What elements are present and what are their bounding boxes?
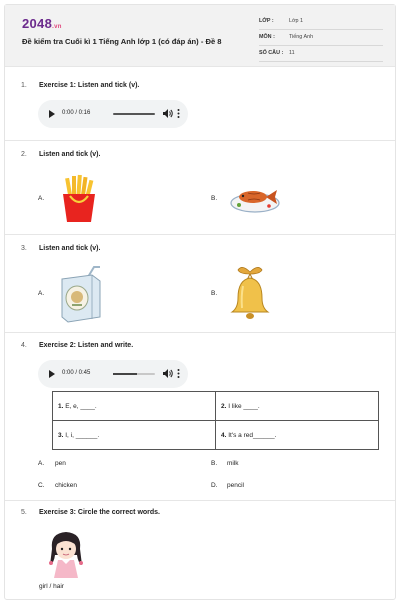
more-options-icon[interactable] [176, 367, 181, 380]
cell-number: 1. [58, 402, 64, 410]
question-5 [21, 509, 160, 516]
meta-value: Tiếng Anh [289, 34, 314, 40]
divider [5, 140, 395, 141]
logo-text: 2048 [22, 16, 53, 31]
meta-key: LỚP : [259, 18, 274, 24]
divider [5, 500, 395, 501]
table-row [53, 392, 379, 421]
meta-key: MÔN : [259, 34, 275, 40]
choice-letter: D. [211, 482, 218, 489]
page-header [5, 5, 395, 67]
logo-suffix: .vn [52, 24, 62, 30]
play-icon[interactable] [49, 370, 55, 378]
cell-text: It's a red______. [228, 431, 277, 439]
option-letter: B. [211, 290, 218, 297]
option-letter: A. [38, 290, 45, 297]
choice-a[interactable]: pen [55, 460, 66, 467]
question-number: 3. [21, 245, 27, 252]
audio-seek-bar[interactable] [113, 373, 155, 375]
choice-c[interactable]: chicken [55, 482, 78, 489]
question-text: Listen and tick (v). [39, 151, 101, 158]
choice-d[interactable]: pencil [227, 482, 244, 489]
question-number: 1. [21, 82, 27, 89]
site-logo[interactable] [22, 16, 62, 31]
meta-question-count [259, 49, 383, 62]
choice-letter: B. [211, 460, 218, 467]
divider [5, 332, 395, 333]
question-3 [21, 245, 100, 252]
option-letter: B. [211, 195, 218, 202]
option-letter: A. [38, 195, 45, 202]
table-cell [216, 421, 379, 450]
audio-time: 0:00 / 0:16 [62, 110, 91, 116]
question-1 [21, 82, 139, 89]
audio-player [38, 100, 188, 128]
choice-letter: C. [38, 482, 45, 489]
cell-number: 2. [221, 402, 227, 410]
question-number: 4. [21, 342, 27, 349]
choice-letter: A. [38, 460, 45, 467]
french-fries-icon[interactable] [58, 174, 100, 224]
page-title: Đề kiểm tra Cuối kì 1 Tiếng Anh lớp 1 (có đáp án) - Đề 8 [22, 37, 222, 46]
meta-key: SỐ CÂU : [259, 50, 284, 56]
meta-subject [259, 33, 383, 46]
choice-b[interactable]: milk [227, 460, 239, 467]
question-text: Exercise 1: Listen and tick (v). [39, 82, 140, 89]
meta-grade [259, 17, 383, 30]
question-text: Listen and tick (v). [39, 245, 101, 252]
question-text: Exercise 3: Circle the correct words. [39, 509, 160, 516]
play-icon[interactable] [49, 110, 55, 118]
cell-text: I like ____. [228, 402, 260, 410]
meta-value: 11 [289, 50, 295, 56]
question-5-caption: girl / hair [39, 583, 64, 590]
bell-icon[interactable] [228, 264, 272, 322]
cell-number: 3. [58, 431, 64, 439]
divider [5, 234, 395, 235]
cell-text: E, e, ____. [65, 402, 97, 410]
question-2 [21, 151, 100, 158]
fish-dish-icon[interactable] [229, 181, 283, 215]
table-cell [53, 392, 216, 421]
question-text: Exercise 2: Listen and write. [39, 342, 134, 349]
volume-icon[interactable] [163, 368, 173, 379]
table-row [53, 421, 379, 450]
question-4 [21, 342, 133, 349]
meta-value: Lớp 1 [289, 18, 304, 24]
question-number: 2. [21, 151, 27, 158]
girl-icon[interactable] [44, 527, 88, 579]
more-options-icon[interactable] [176, 107, 181, 120]
audio-player [38, 360, 188, 388]
cell-text: I, i, ______. [65, 431, 100, 439]
audio-time: 0:00 / 0:45 [62, 370, 91, 376]
cell-number: 4. [221, 431, 227, 439]
table-cell [216, 392, 379, 421]
audio-seek-bar[interactable] [113, 113, 155, 115]
write-table [52, 391, 379, 450]
milk-carton-icon[interactable] [58, 265, 106, 325]
volume-icon[interactable] [163, 108, 173, 119]
question-number: 5. [21, 509, 27, 516]
table-cell [53, 421, 216, 450]
